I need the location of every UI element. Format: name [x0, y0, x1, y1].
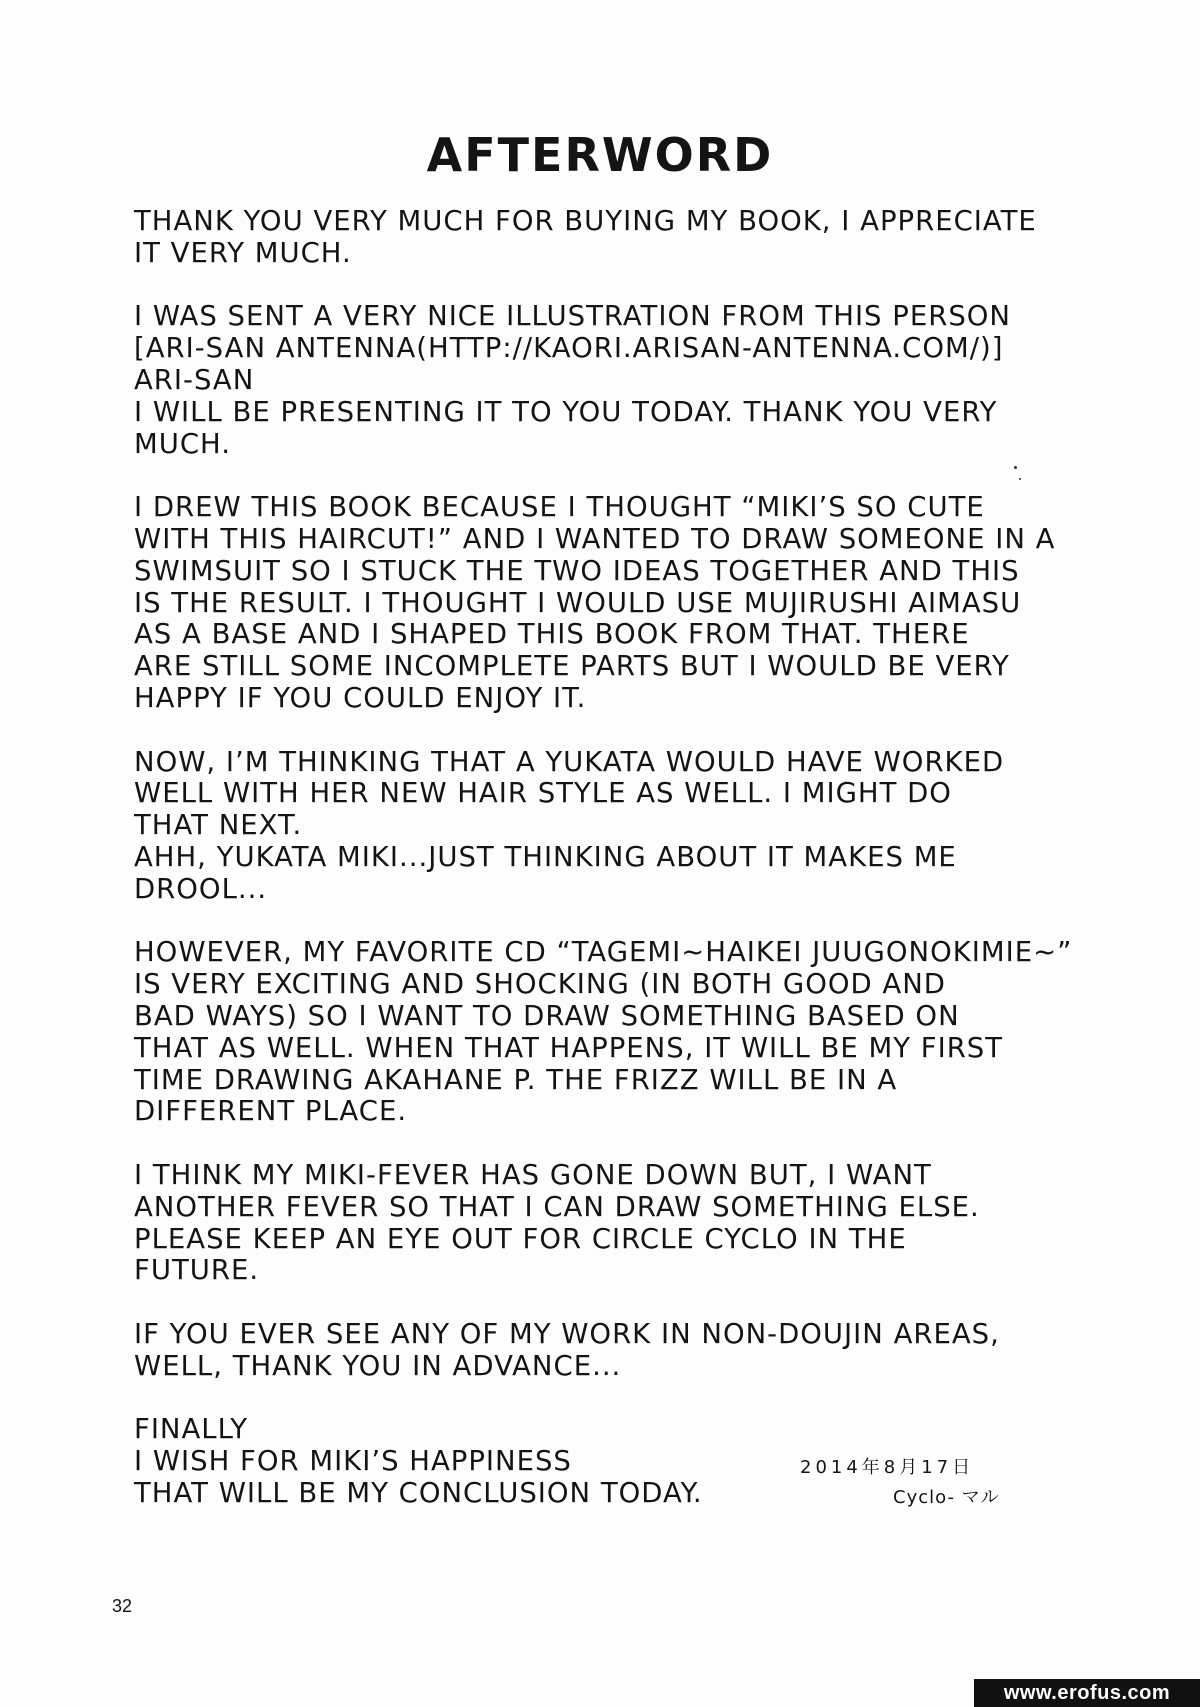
- text-line: ARI-SAN: [134, 363, 255, 396]
- scan-speck: [1019, 478, 1021, 480]
- text-line: HOWEVER, MY FAVORITE CD “TAGEMI~HAIKEI JUUGONOKIMIE~”: [134, 936, 1073, 969]
- paragraph: [134, 747, 1094, 906]
- text-line: IT VERY MUCH.: [134, 236, 352, 269]
- paragraph: [134, 206, 1094, 270]
- text-line: WELL, THANK YOU IN ADVANCE...: [134, 1349, 622, 1382]
- afterword-body: [134, 206, 1094, 1541]
- scan-speck: [1014, 466, 1017, 469]
- watermark: www.erofus.com: [974, 1679, 1200, 1707]
- text-line: MUCH.: [134, 427, 231, 460]
- text-line: ANOTHER FEVER SO THAT I CAN DRAW SOMETHING ELSE.: [134, 1190, 980, 1223]
- text-line: DIFFERENT PLACE.: [134, 1095, 408, 1128]
- text-line: THANK YOU VERY MUCH FOR BUYING MY BOOK, I APPRECIATE: [134, 205, 1037, 237]
- paragraph: [134, 492, 1094, 715]
- text-line: I THINK MY MIKI-FEVER HAS GONE DOWN BUT, I WANT: [134, 1158, 932, 1191]
- text-line: I WISH FOR MIKI’S HAPPINESS: [134, 1445, 572, 1478]
- text-line: WITH THIS HAIRCUT!” AND I WANTED TO DRAW SOMEONE IN A: [134, 522, 1056, 555]
- author-signature: Cyclo- マル: [893, 1487, 1000, 1508]
- paragraph: [134, 937, 1094, 1128]
- text-line: THAT WILL BE MY CONCLUSION TODAY.: [134, 1476, 703, 1509]
- text-line: NOW, I’M THINKING THAT A YUKATA WOULD HAVE WORKED: [134, 745, 1005, 778]
- text-line: I WAS SENT A VERY NICE ILLUSTRATION FROM THIS PERSON: [134, 300, 1011, 333]
- text-line: FINALLY: [134, 1413, 249, 1446]
- paragraph: [134, 1160, 1094, 1287]
- text-line: BAD WAYS) SO I WANT TO DRAW SOMETHING BASED ON: [134, 999, 960, 1032]
- text-line: IS VERY EXCITING AND SHOCKING (IN BOTH GOOD AND: [134, 968, 946, 1001]
- paragraph: [134, 301, 1094, 460]
- text-line: SWIMSUIT SO I STUCK THE TWO IDEAS TOGETHER AND THIS: [134, 554, 1020, 587]
- text-line: FUTURE.: [134, 1254, 260, 1287]
- text-line: HAPPY IF YOU COULD ENJOY IT.: [134, 681, 587, 714]
- date-line: 2014年8月17日: [800, 1457, 975, 1478]
- text-line: WELL WITH HER NEW HAIR STYLE AS WELL. I MIGHT DO: [134, 777, 952, 810]
- text-line: I WILL BE PRESENTING IT TO YOU TODAY. THANK YOU VERY: [134, 395, 998, 428]
- text-line: ARE STILL SOME INCOMPLETE PARTS BUT I WOULD BE VERY: [134, 650, 1010, 683]
- text-line: AHH, YUKATA MIKI...JUST THINKING ABOUT IT MAKES ME: [134, 840, 957, 873]
- text-line: TIME DRAWING AKAHANE P. THE FRIZZ WILL BE IN A: [134, 1063, 898, 1096]
- text-line: PLEASE KEEP AN EYE OUT FOR CIRCLE CYCLO IN THE: [134, 1222, 907, 1255]
- text-line: IF YOU EVER SEE ANY OF MY WORK IN NON-DOUJIN AREAS,: [134, 1317, 1000, 1350]
- text-line: IS THE RESULT. I THOUGHT I WOULD USE MUJIRUSHI AIMASU: [134, 586, 1022, 619]
- text-line: AS A BASE AND I SHAPED THIS BOOK FROM THAT. THERE: [134, 618, 970, 651]
- text-line: [ARI-SAN ANTENNA(HTTP://KAORI.ARISAN-ANTENNA.COM/)]: [134, 332, 1004, 365]
- text-line: DROOL...: [134, 872, 268, 905]
- page-title: AFTERWORD: [426, 128, 774, 182]
- text-line: THAT NEXT.: [134, 809, 303, 842]
- page-number: 32: [112, 1596, 133, 1616]
- text-line: I DREW THIS BOOK BECAUSE I THOUGHT “MIKI’S SO CUTE: [134, 491, 985, 524]
- paragraph: [134, 1319, 1094, 1383]
- text-line: THAT AS WELL. WHEN THAT HAPPENS, IT WILL BE MY FIRST: [134, 1031, 1004, 1064]
